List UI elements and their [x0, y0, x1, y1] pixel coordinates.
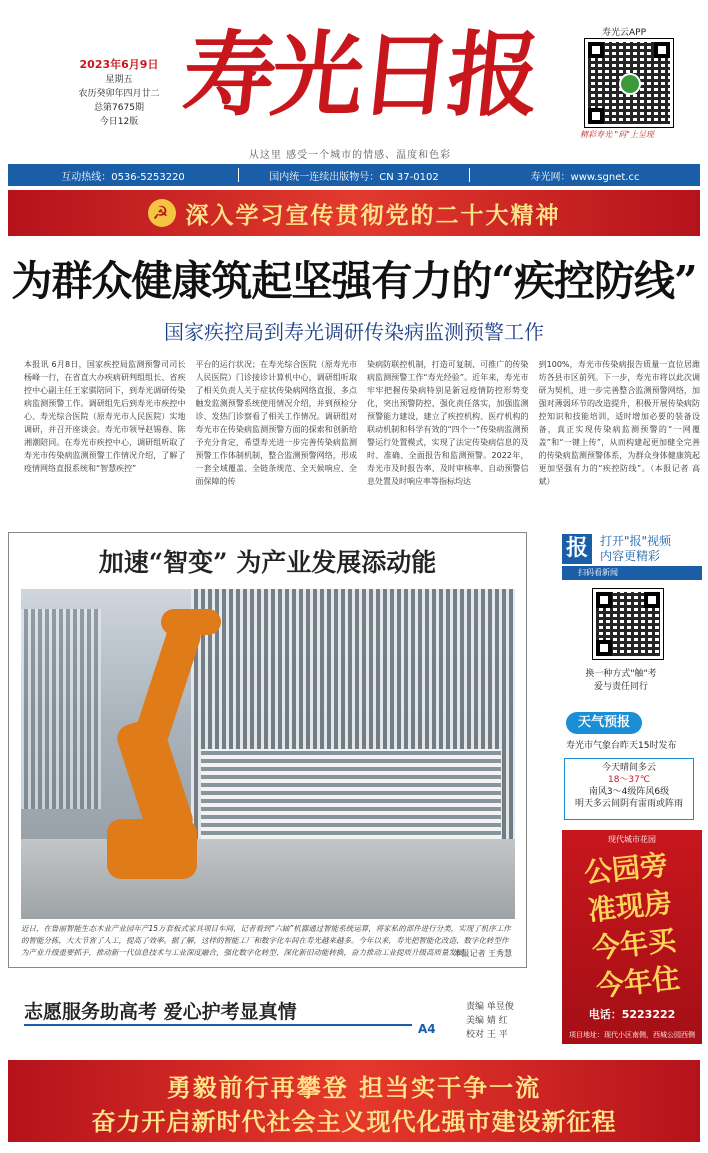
qr-caption [566, 668, 676, 694]
weather-source: 寿光市气象台昨天15时发布 [566, 741, 677, 751]
party-banner [8, 190, 700, 236]
bao-logo-icon: 报 [562, 534, 592, 564]
info-bar [8, 164, 700, 186]
app-label: 寿光云APP [602, 28, 647, 38]
lead-headline[interactable]: 为群众健康筑起坚强有力的“疾控防线” [11, 257, 697, 305]
weather-temperature: 18～37℃ [607, 775, 650, 785]
article-column: 染病防联控机制，打造可复制、可推广的传染病监测预警工作“寿光经验”。近年来，寿光市牢牢把握传染病特别是新冠疫情防控形势变化，突出预警防控、强化责任落实，加强监测预警能力建设，建立了疾控机构、医疗机构的联动机制和科学有效的“四个一”传染病监测预警运行处置模式，实现了法定传染病信息的及时、准确、全面报告和监测预警。2022年，寿光市及时报告率、及时审核率、自动预警信息处置及时响应率等指标均达 [367, 360, 529, 486]
ad-phone: 电话：5223222 [588, 1008, 676, 1021]
bottom-banner-line-1: 勇毅前行再攀登 担当实干争一流 [166, 1074, 542, 1102]
video-text [600, 534, 671, 564]
editor-line: 校对 王 平 [466, 1030, 508, 1040]
robot-arm-head [161, 609, 221, 635]
party-emblem-icon: ☭ [148, 199, 176, 227]
app-logo-icon [619, 73, 641, 95]
qr-corner [596, 640, 612, 656]
app-qr-code[interactable] [584, 38, 674, 128]
qr-corner [644, 592, 660, 608]
video-line-2: 内容更精彩 [600, 549, 661, 563]
teaser-underline [24, 1024, 412, 1026]
date-box [64, 58, 174, 129]
app-caption: 精彩寿光 "码"上呈现 [580, 130, 654, 139]
slogan: 从这里 感受一个城市的情感、温度和色彩 [248, 150, 452, 161]
factory-floor [21, 839, 515, 919]
editor-line: 责编 单昱俊 [466, 1002, 514, 1012]
article-column: 平台的运行状况；在寿光综合医院（原寿光市人民医院）门诊接诊计算机中心，调研组听取了相关负责人关于症状传染病网络直报、多点触发监测预警系统使用情况介绍，并到预检分诊、发热门诊察看了相关工作情况。调研组对寿光市在传染病监测预警方面的探索和创新给予充分肯定，希望寿光进一步完善传染病监测预警工作体制机制，整合监测预警网络，形成一套全域覆盖、全链条规范、全天候响应、全面保障的传 [195, 360, 357, 486]
weather-forecast [564, 758, 694, 820]
photo-credit: 本报记者 王秀慧 [453, 949, 512, 958]
weather-tag: 天气预报 [566, 712, 642, 734]
weather-wind: 南风3～4级阵风6级 [588, 787, 670, 797]
news-qr-code[interactable] [592, 588, 664, 660]
qr-corner [596, 592, 612, 608]
ad-slogan-line: 准现房 [586, 885, 674, 928]
qr-corner [588, 42, 604, 58]
qr-caption-line: 爱与责任同行 [593, 682, 648, 692]
teaser-headline[interactable]: 志愿服务助高考 爱心护考显真情 [24, 1001, 297, 1023]
ad-address: 项目地址：现代小区南侧，西城公园西侧 [569, 1031, 695, 1039]
qr-corner [654, 42, 670, 58]
page-count: 今日12版 [99, 117, 139, 127]
lead-subhead: 国家疾控局到寿光调研传染病监测预警工作 [164, 320, 544, 344]
weather-today: 今天晴间多云 [601, 763, 656, 773]
qr-corner [588, 108, 604, 124]
date-line [64, 58, 174, 73]
party-banner-text: 深入学习宣传贯彻党的二十大精神 [185, 202, 561, 229]
article-column: 到100%，寿光市传染病报告质量一直位居潍坊各县市区前列。下一步，寿光市将以此次调研为契机，进一步完善整合监测预警网络，加强对薄弱环节的改造提升，积极开展传染病防控知识和技能培训，适时增加必要的装备设备，真正实现传染病监测预警的“一网覆盖”和“一键上传”，从而构建起更加健全完善的传染病监测预警体系，为群众身体健康筑起更加坚强有力的“疾控防线”。（本报记者 高斌） [538, 360, 700, 486]
ad-slogan-line: 公园旁 [582, 848, 670, 890]
ad-brand: 现代城市花园 [608, 835, 656, 844]
bottom-banner [8, 1060, 700, 1142]
photo-caption: 近日，在鲁丽智能生态木业产业园年产15万套板式家具项目车间，记者看到“六轴”机器通过智能系统运算，将家私的部件进行分类，实现了机序工作的智能分拣，大大节省了人工，提高了效率。据了解，这样的智能工厂和数字化车间在寿光越来越多。今年以来，寿光把智能化改造、数字化转型作为产业升级重要抓手，推动新一代信息技术与工业深度融合，强化数字化转型、深化新旧动能转换，奋力推动工业提质升级高质量发展。 [21, 924, 511, 957]
panel-stack [201, 749, 501, 839]
hotline: 互动热线：0536-5253220 [61, 171, 185, 183]
factory-robot-photo[interactable] [21, 589, 515, 919]
website-link[interactable]: 寿光网：www.sgnet.cc [530, 171, 640, 183]
weather-box [558, 704, 700, 822]
editor-line: 美编 婧 红 [466, 1016, 508, 1026]
lead-article-body [24, 358, 700, 510]
ad-slogan [562, 844, 702, 1009]
ad-slogan-line: 今年买 [590, 923, 678, 966]
issue-number: 总第7675期 [94, 103, 144, 113]
feature-title[interactable]: 加速“智变” 为产业发展添动能 [98, 548, 437, 577]
video-line-1: 打开"报"视频 [600, 534, 672, 548]
real-estate-ad[interactable] [562, 830, 702, 1044]
lunar-date: 农历癸卯年四月廿二 [78, 89, 160, 99]
serial-number: 国内统一连续出版物号：CN 37-0102 [269, 171, 439, 183]
feature-story [8, 532, 527, 968]
date-text: 2023年6月9日 [79, 58, 159, 71]
scan-label: 扫码看新闻 [562, 566, 702, 580]
qr-caption-line: 换一种方式"触"考 [585, 669, 657, 679]
weekday: 星期五 [105, 75, 133, 85]
bottom-banner-line-2: 奋力开启新时代社会主义现代化强市建设新征程 [91, 1108, 617, 1136]
editor-credits [466, 1000, 548, 1042]
shelf-rack [21, 609, 101, 809]
weather-tomorrow: 明天多云间阴有雷雨或阵雨 [574, 799, 683, 809]
teaser-page-ref[interactable]: A4 [418, 1022, 436, 1036]
article-column: 本报讯 6月8日，国家疾控局监测预警司司长杨峰一行，在省直大办疾病研判组组长、省疾控中心副主任王家骐陪同下，到寿光调研传染病监测预警工作。调研组先后到寿光市疾控中心、寿光综合医院（原寿光市人民医院）实地调研，并召开座谈会。寿光市领导赵锡春、陈湘潮陪同。在寿光市疾控中心，调研组听取了寿光市传染病监测预警工作情况介绍，了解了疫情网络直报系统和“智慧疾控” [24, 360, 186, 473]
newspaper-logo: 寿光日报 [178, 21, 542, 129]
ad-slogan-line: 今年住 [594, 961, 682, 1003]
